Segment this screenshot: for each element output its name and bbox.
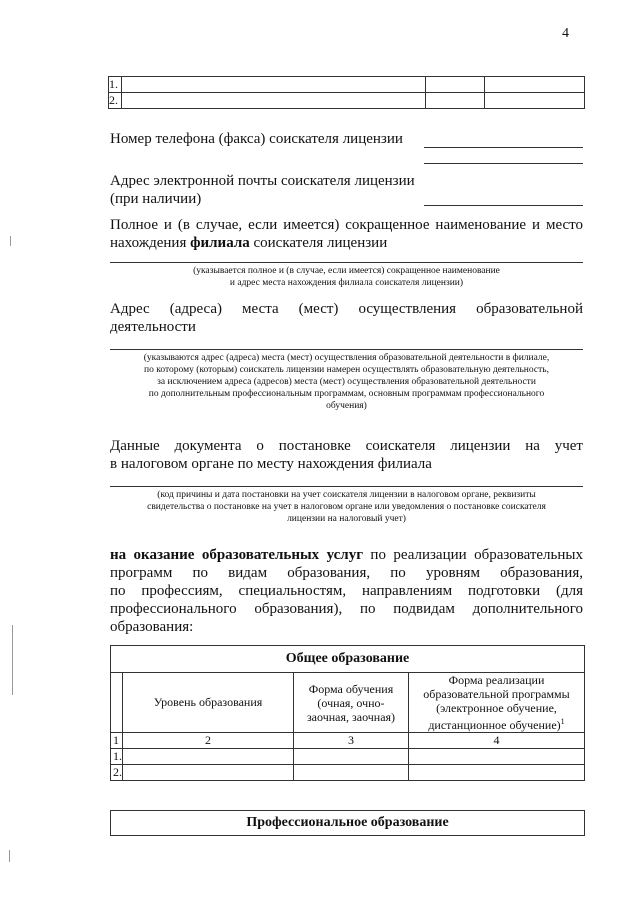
- address-label-line1: Адрес (адреса) места (мест) осуществления образовательной: [110, 301, 583, 317]
- row-number: 1.: [111, 749, 123, 765]
- footnote-mark: 1: [560, 717, 565, 726]
- address-note: (указываются адрес (адреса) места (мест) осуществления образовательной деятельности в филиале, по которому (которым) соискатель лицензии намерен осуществлять образовательную деятельность, за исключением адреса (адресов) места (мест) осуществления образовательной деятельности по дополнительным профессиональным программам, основным программам профессионального обучения): [143, 353, 550, 411]
- col-header-implementation: Форма реализации образовательной программы (электронное обучение, дистанционное обучение)$^1$: [409, 673, 585, 733]
- email-field-line: [424, 205, 583, 206]
- tax-label-line1: Данные документа о постановке соискателя лицензии на учет: [110, 438, 583, 454]
- col-header-level: Уровень образования: [123, 673, 294, 733]
- email-label: Адрес электронной почты соискателя лицензии: [110, 173, 415, 189]
- table-title-row: [111, 646, 585, 673]
- number-cell: 1: [111, 733, 123, 749]
- branch-keyword: филиала: [190, 235, 250, 251]
- table-row: [109, 77, 585, 93]
- table-header-row: [111, 673, 585, 733]
- services-line4: профессионального образования), по подвидам дополнительного: [110, 601, 583, 617]
- general-education-title: Общее образование: [111, 646, 585, 673]
- services-line5: образования:: [110, 619, 194, 635]
- tax-note: (код причины и дата постановки на учет соискателя лицензии в налоговом органе, реквизиты свидетельства о постановке на учет в налоговом органе или уведомления о постановке соискателя лицензии на налоговый учет): [147, 490, 546, 524]
- branch-name-line1: Полное и (в случае, если имеется) сокращенное наименование и место: [110, 217, 583, 233]
- tax-field-line: [110, 486, 583, 487]
- fax-field-line: [424, 163, 583, 164]
- email-label-note: (при наличии): [110, 191, 202, 207]
- top-table: [108, 76, 585, 109]
- address-field-line: [110, 349, 583, 350]
- tax-label-line2: в налоговом органе по месту нахождения филиала: [110, 456, 432, 472]
- page-number: 4: [562, 26, 569, 41]
- row-number: 2.: [111, 765, 123, 781]
- scan-mark: [10, 236, 11, 246]
- branch-name-line2: нахождения филиала соискателя лицензии: [110, 235, 388, 251]
- scan-mark: [9, 850, 10, 862]
- phone-field-line: [424, 147, 583, 148]
- number-cell: 3: [294, 733, 409, 749]
- services-line1: на оказание образовательных услуг по реализации образовательных: [110, 547, 583, 563]
- general-education-table: [110, 645, 585, 781]
- table-row: [111, 765, 585, 781]
- number-cell: 2: [123, 733, 294, 749]
- services-line3: по профессиям, специальностям, направлениям подготовки (для: [110, 583, 583, 599]
- scan-mark: [12, 625, 13, 695]
- phone-label: Номер телефона (факса) соискателя лицензии: [110, 131, 403, 147]
- table-row: [109, 93, 585, 109]
- branch-name-note: (указывается полное и (в случае, если имеется) сокращенное наименование и адрес места нахождения филиала соискателя лицензии): [193, 266, 500, 288]
- col-header-form: Форма обучения (очная, очно- заочная, заочная): [294, 673, 409, 733]
- table-row: [111, 749, 585, 765]
- address-label-line2: деятельности: [110, 319, 196, 335]
- row-number: 1.: [109, 77, 122, 93]
- services-line2: программ по видам образования, по уровням образования,: [110, 565, 583, 581]
- professional-education-title: Профессиональное образование: [110, 810, 585, 836]
- table-number-row: [111, 733, 585, 749]
- number-cell: 4: [409, 733, 585, 749]
- row-number: 2.: [109, 93, 122, 109]
- services-keyword: на оказание образовательных услуг: [110, 547, 364, 563]
- branch-name-field-line: [110, 262, 583, 263]
